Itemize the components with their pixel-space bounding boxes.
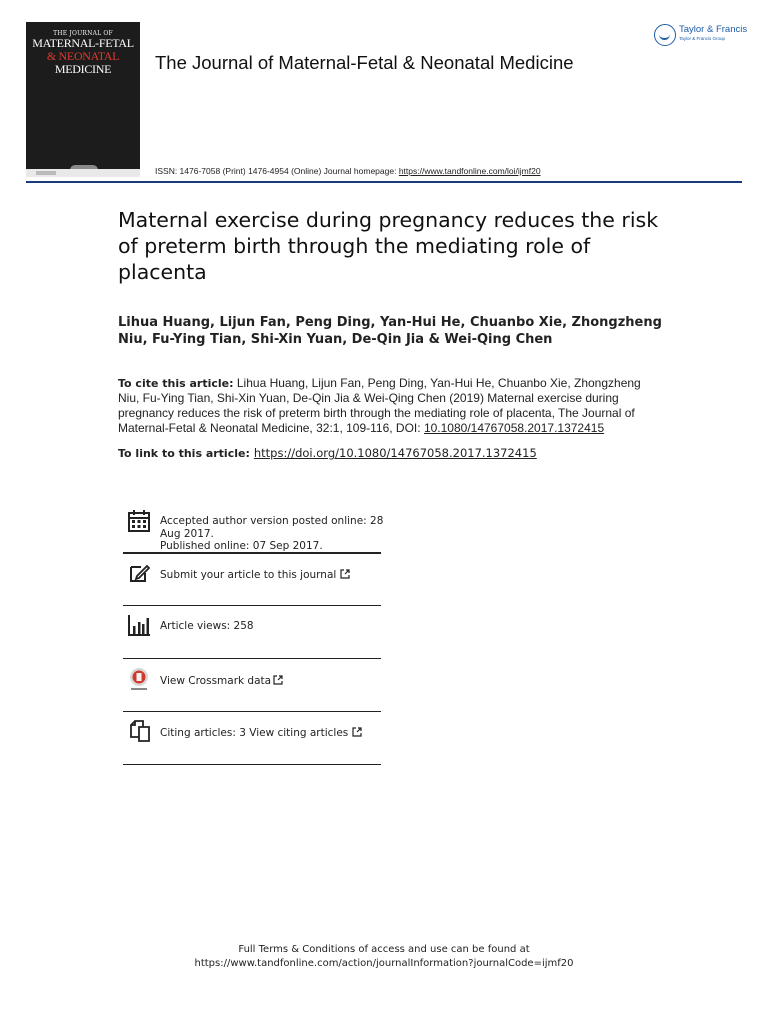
external-link-icon <box>273 675 283 685</box>
article-authors: Lihua Huang, Lijun Fan, Peng Ding, Yan-Hui He, Chuanbo Xie, Zhongzheng Niu, Fu-Ying Tian, Shi-Xin Yuan, De-Qin Jia & Wei-Qing Chen <box>118 315 662 347</box>
info-divider <box>123 711 381 712</box>
header-divider <box>26 181 742 183</box>
info-divider <box>123 605 381 606</box>
cover-title <box>26 30 140 76</box>
external-link-icon <box>340 569 350 579</box>
cover-footer-logo <box>36 171 56 175</box>
issn-line <box>155 166 541 176</box>
article-link-line <box>118 446 678 460</box>
citing-articles-label: Citing articles: 3 View citing articles <box>160 727 349 739</box>
taylor-francis-logo-icon <box>654 24 676 46</box>
article-doi-link[interactable]: https://doi.org/10.1080/14767058.2017.1372415 <box>253 446 537 460</box>
terms-text: Full Terms & Conditions of access and use can be found at <box>238 944 530 955</box>
article-views: Article views: 258 <box>160 620 254 632</box>
issn-text: ISSN: 1476-7058 (Print) 1476-4954 (Online) Journal homepage: <box>155 166 399 176</box>
citing-articles-link[interactable] <box>160 727 362 740</box>
bar-chart-icon <box>127 613 151 637</box>
info-divider <box>123 552 381 554</box>
cover-line-1: THE JOURNAL OF <box>53 30 113 37</box>
citation <box>118 376 658 436</box>
terms-link[interactable]: https://www.tandfonline.com/action/journalInformation?journalCode=ijmf20 <box>194 958 574 969</box>
submit-article-link[interactable] <box>160 569 350 582</box>
publication-dates-text <box>160 515 383 553</box>
journal-homepage-link[interactable]: https://www.tandfonline.com/loi/ijmf20 <box>398 166 541 176</box>
info-divider <box>123 764 381 765</box>
info-divider <box>123 658 381 659</box>
publication-dates <box>123 509 384 552</box>
publisher-logo[interactable] <box>654 23 746 47</box>
cover-line-4: MEDICINE <box>54 62 112 76</box>
crossmark-link[interactable] <box>160 675 283 688</box>
cover-line-2: MATERNAL-FETAL <box>32 36 134 50</box>
accepted-date-line-1: Accepted author version posted online: 28 <box>160 515 384 527</box>
crossmark-label: View Crossmark data <box>160 675 272 687</box>
journal-cover <box>26 22 140 177</box>
citing-documents-icon <box>127 719 151 743</box>
citation-doi-link[interactable]: 10.1080/14767058.2017.1372415 <box>423 421 605 435</box>
publisher-group: Taylor & Francis Group <box>679 36 726 41</box>
published-date: Published online: 07 Sep 2017. <box>160 540 323 552</box>
article-views-row <box>123 613 381 643</box>
calendar-icon <box>127 509 151 533</box>
citing-articles-row[interactable] <box>123 719 381 749</box>
crossmark-row[interactable] <box>123 667 381 697</box>
submit-article-row[interactable] <box>123 561 381 591</box>
cover-line-3: & NEONATAL <box>46 49 120 63</box>
citation-label: To cite this article: <box>118 377 234 390</box>
journal-title: The Journal of Maternal-Fetal & Neonatal Medicine <box>155 52 574 73</box>
crossmark-icon <box>127 667 151 691</box>
edit-icon <box>127 561 151 585</box>
cover-footer <box>26 169 140 177</box>
terms-footer <box>0 943 768 971</box>
accepted-date-line-2: Aug 2017. <box>160 527 214 540</box>
link-label: To link to this article: <box>118 447 250 460</box>
external-link-icon <box>352 727 362 737</box>
article-title: Maternal exercise during pregnancy reduces the risk of preterm birth through the mediating role of placenta <box>118 208 659 284</box>
submit-article-label: Submit your article to this journal <box>160 569 337 581</box>
citation-text: Lihua Huang, Lijun Fan, Peng Ding, Yan-Hui He, Chuanbo Xie, Zhongzheng Niu, Fu-Ying Tian, Shi-Xin Yuan, De-Qin Jia & Wei-Qing Chen (2019) Maternal exercise during pregnancy reduces the risk of preterm birth through the mediating role of placenta, The Journal of Maternal-Fetal & Neonatal Medicine, 32:1, 109-116, DOI: <box>118 376 641 435</box>
publisher-name: Taylor & Francis <box>679 24 748 35</box>
